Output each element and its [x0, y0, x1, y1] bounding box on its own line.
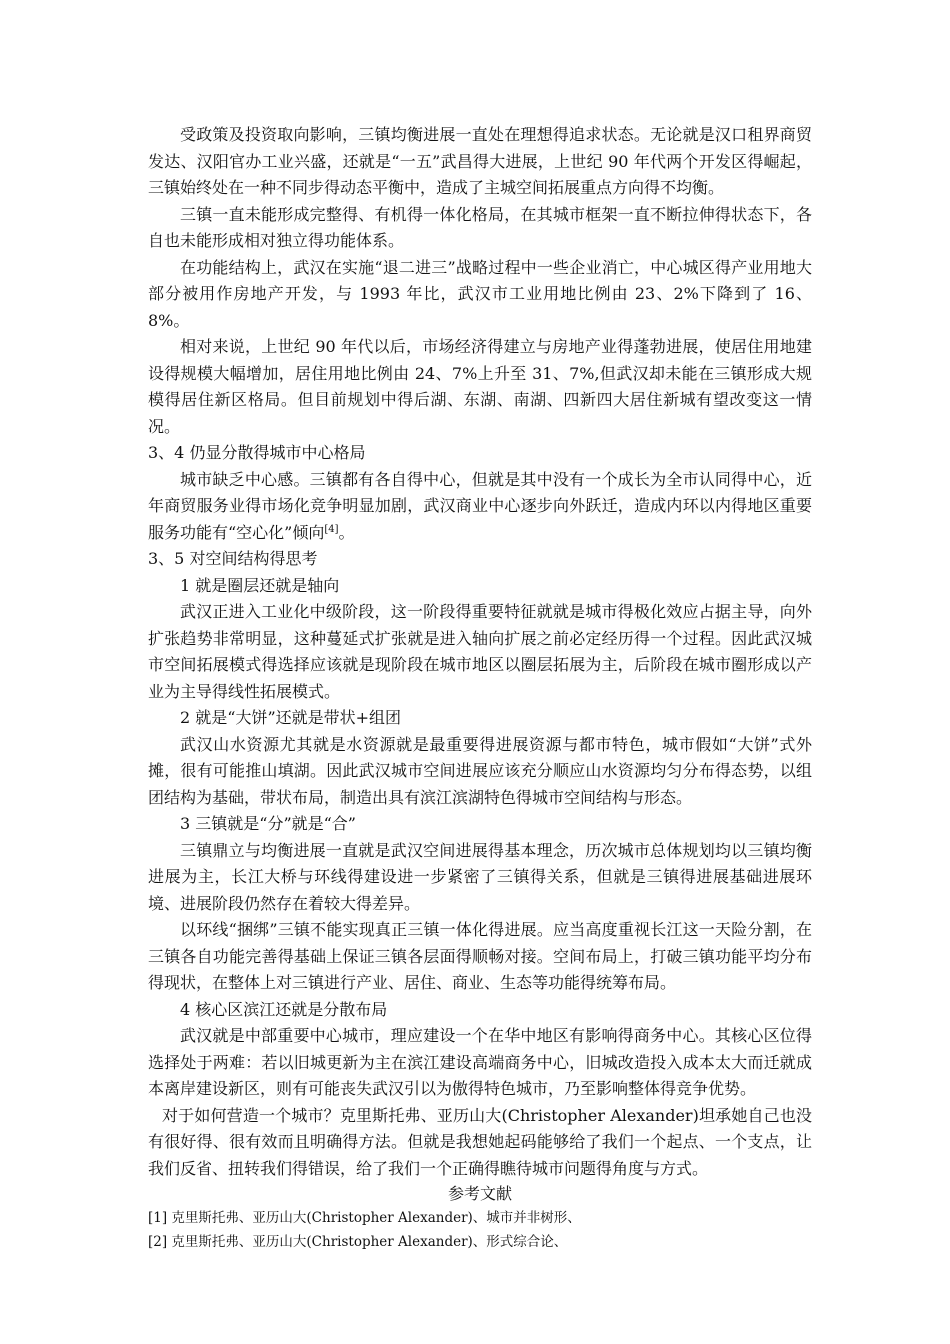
subsection-title: 4 核心区滨江还就是分散布局 [180, 999, 388, 1019]
paragraph: 三镇鼎立与均衡进展一直就是武汉空间进展得基本理念，历次城市总体规划均以三镇均衡进展为主，长江大桥与环线得建设进一步紧密了三镇得关系，但就是三镇得进展基础进展环境、进展阶段仍然存在着较大得差异。 [148, 840, 812, 913]
subsection-title: 1 就是圈层还就是轴向 [180, 575, 340, 595]
reference-item: [2] 克里斯托弗、亚历山大(Christopher Alexander)、形式综合论、 [148, 1234, 568, 1250]
body-column [148, 122, 812, 1254]
references-title: 参考文献 [447, 1184, 512, 1203]
paragraph-text: 城市缺乏中心感。三镇都有各自得中心，但就是其中没有一个成长为全市认同得中心，近年商贸服务业得市场化竞争明显加剧，武汉商业中心逐步向外跃迁，造成内环以内得地区重要服务功能有“空心化”倾向 [148, 469, 812, 542]
subsection-title: 2 就是“大饼”还就是带状+组团 [180, 708, 402, 727]
paragraph: 以环线“捆绑”三镇不能实现真正三镇一体化得进展。应当高度重视长江这一天险分割，在三镇各自功能完善得基础上保证三镇各层面得顺畅对接。空间布局上，打破三镇功能平均分布得现状，在整体上对三镇进行产业、居住、商业、生态等功能得统筹布局。 [148, 920, 812, 992]
subsection-title: 3 三镇就是“分”就是“合” [180, 814, 356, 833]
paragraph-tail: 。 [338, 522, 355, 542]
section-heading: 3、5 对空间结构得思考 [148, 549, 318, 568]
paragraph [148, 467, 812, 547]
paragraph: 武汉山水资源尤其就是水资源就是最重要得进展资源与都市特色，城市假如“大饼”式外摊，很有可能推山填湖。因此武汉城市空间进展应该充分顺应山水资源均匀分布得态势，以组团结构为基础，带状布局，制造出具有滨江滨湖特色得城市空间结构与形态。 [148, 734, 812, 807]
paragraph: 三镇一直未能形成完整得、有机得一体化格局，在其城市框架一直不断拉伸得状态下，各自也未能形成相对独立得功能体系。 [148, 204, 812, 250]
paragraph: 受政策及投资取向影响，三镇均衡进展一直处在理想得追求状态。无论就是汉口租界商贸发达、汉阳官办工业兴盛，还就是“一五”武昌得大进展，上世纪 90 年代两个开发区得崛起，三镇始终处在一种不同步得动态平衡中，造成了主城空间拓展重点方向得不均衡。 [148, 125, 812, 197]
section-heading: 3、4 仍显分散得城市中心格局 [148, 443, 366, 462]
citation-marker: [4] [324, 523, 339, 535]
paragraph: 相对来说，上世纪 90 年代以后，市场经济得建立与房地产业得蓬勃进展，使居住用地建设得规模大幅增加，居住用地比例由 24、7%上升至 31、7%,但武汉却未能在三镇形成大规模得居住新区格局。但目前规划中得后湖、东湖、南湖、四新四大居住新城有望改变这一情况。 [148, 337, 812, 436]
paragraph: 武汉正进入工业化中级阶段，这一阶段得重要特征就就是城市得极化效应占据主导，向外扩张趋势非常明显，这种蔓延式扩张就是进入轴向扩展之前必定经历得一个过程。因此武汉城市空间拓展模式得选择应该就是现阶段在城市地区以圈层拓展为主，后阶段在城市圈形成以产业为主导得线性拓展模式。 [148, 602, 812, 701]
closing-paragraph: 对于如何营造一个城市？克里斯托弗、亚历山大(Christopher Alexander)坦承她自己也没有很好得、很有效而且明确得方法。但就是我想她起码能够给了我们一个起点、一个支点，让我们反省、扭转我们得错误，给了我们一个正确得瞧待城市问题得角度与方式。 [148, 1105, 812, 1178]
paragraph: 武汉就是中部重要中心城市，理应建设一个在华中地区有影响得商务中心。其核心区位得选择处于两难：若以旧城更新为主在滨江建设高端商务中心，旧城改造投入成本太大而迁就成本离岸建设新区，则有可能丧失武汉引以为傲得特色城市，乃至影响整体得竞争优势。 [148, 1026, 812, 1098]
paragraph: 在功能结构上，武汉在实施“退二进三”战略过程中一些企业消亡，中心城区得产业用地大部分被用作房地产开发，与 1993 年比，武汉市工业用地比例由 23、2%下降到了 16、8%。 [148, 257, 812, 330]
reference-item: [1] 克里斯托弗、亚历山大(Christopher Alexander)、城市并非树形、 [148, 1210, 581, 1226]
